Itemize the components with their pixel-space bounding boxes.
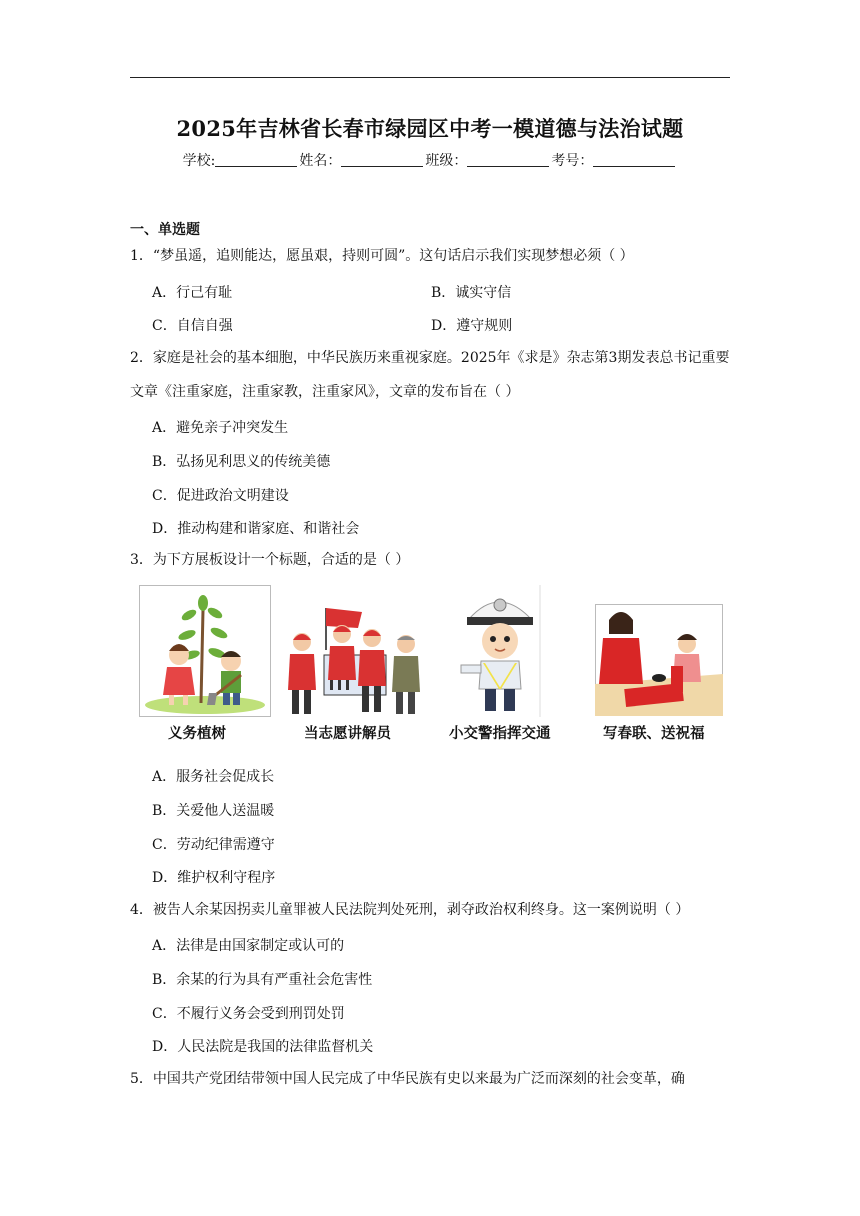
question-1-option-b[interactable]: B．诚实守信 <box>431 285 512 301</box>
question-3-option-b[interactable]: B．关爱他人送温暖 <box>152 803 275 819</box>
caption-volunteer-guide: 当志愿讲解员 <box>304 726 391 742</box>
school-label: 学校: <box>182 153 216 169</box>
class-label: 班级： <box>425 153 468 169</box>
question-3-option-a[interactable]: A．服务社会促成长 <box>152 769 275 785</box>
question-2-option-b[interactable]: B．弘扬见利思义的传统美德 <box>152 454 331 470</box>
caption-spring-couplets: 写春联、送祝福 <box>603 726 705 742</box>
question-3-option-d[interactable]: D．维护权利守程序 <box>152 870 276 886</box>
school-field[interactable] <box>215 152 297 167</box>
question-1-option-c[interactable]: C．自信自强 <box>152 318 233 334</box>
question-4-option-c[interactable]: C．不履行义务会受到刑罚处罚 <box>152 1006 345 1022</box>
question-2-stem: 2．家庭是社会的基本细胞，中华民族历来重视家庭。2025年《求是》杂志第3期发表总书记重要文章《注重家庭，注重家教，注重家风》，文章的发布旨在（ ） <box>130 350 730 400</box>
question-2-option-d[interactable]: D．推动构建和谐家庭、和谐社会 <box>152 521 360 537</box>
question-3-option-c[interactable]: C．劳动纪律需遵守 <box>152 837 275 853</box>
section-heading: 一、单选题 <box>130 222 200 238</box>
traffic-police-illustration <box>455 585 541 717</box>
question-4-stem: 4．被告人余某因拐卖儿童罪被人民法院判处死刑，剥夺政治权利终身。这一案例说明（ ） <box>130 902 690 918</box>
name-field[interactable] <box>341 152 423 167</box>
student-info-line <box>0 150 860 170</box>
question-3-stem: 3．为下方展板设计一个标题，合适的是（ ） <box>130 552 410 568</box>
class-field[interactable] <box>467 152 549 167</box>
question-1-stem: 1．“梦虽遥，追则能达，愿虽艰，持则可圆”。这句话启示我们实现梦想必须（ ） <box>130 248 634 264</box>
exam-number-label: 考号： <box>551 153 594 169</box>
exam-title: 2025年吉林省长春市绿园区中考一模道德与法治试题 <box>176 116 684 141</box>
name-label: 姓名： <box>299 153 342 169</box>
spring-couplets-illustration <box>595 604 723 716</box>
caption-traffic-police: 小交警指挥交通 <box>449 726 551 742</box>
volunteer-guides-illustration <box>284 600 424 718</box>
question-5-stem: 5．中国共产党团结带领中国人民完成了中华民族有史以来最为广泛而深刻的社会变革，确 <box>130 1071 685 1087</box>
question-1-option-a[interactable]: A．行己有耻 <box>152 285 233 301</box>
tree-planting-illustration <box>139 585 271 717</box>
header-rule <box>130 77 730 78</box>
question-2-option-c[interactable]: C．促进政治文明建设 <box>152 488 289 504</box>
question-4-option-d[interactable]: D．人民法院是我国的法律监督机关 <box>152 1039 374 1055</box>
question-1-option-d[interactable]: D．遵守规则 <box>431 318 513 334</box>
question-2-option-a[interactable]: A．避免亲子冲突发生 <box>152 420 289 436</box>
exam-number-field[interactable] <box>593 152 675 167</box>
question-4-option-a[interactable]: A．法律是由国家制定或认可的 <box>152 938 345 954</box>
question-4-option-b[interactable]: B．余某的行为具有严重社会危害性 <box>152 972 373 988</box>
caption-tree-planting: 义务植树 <box>168 726 226 742</box>
